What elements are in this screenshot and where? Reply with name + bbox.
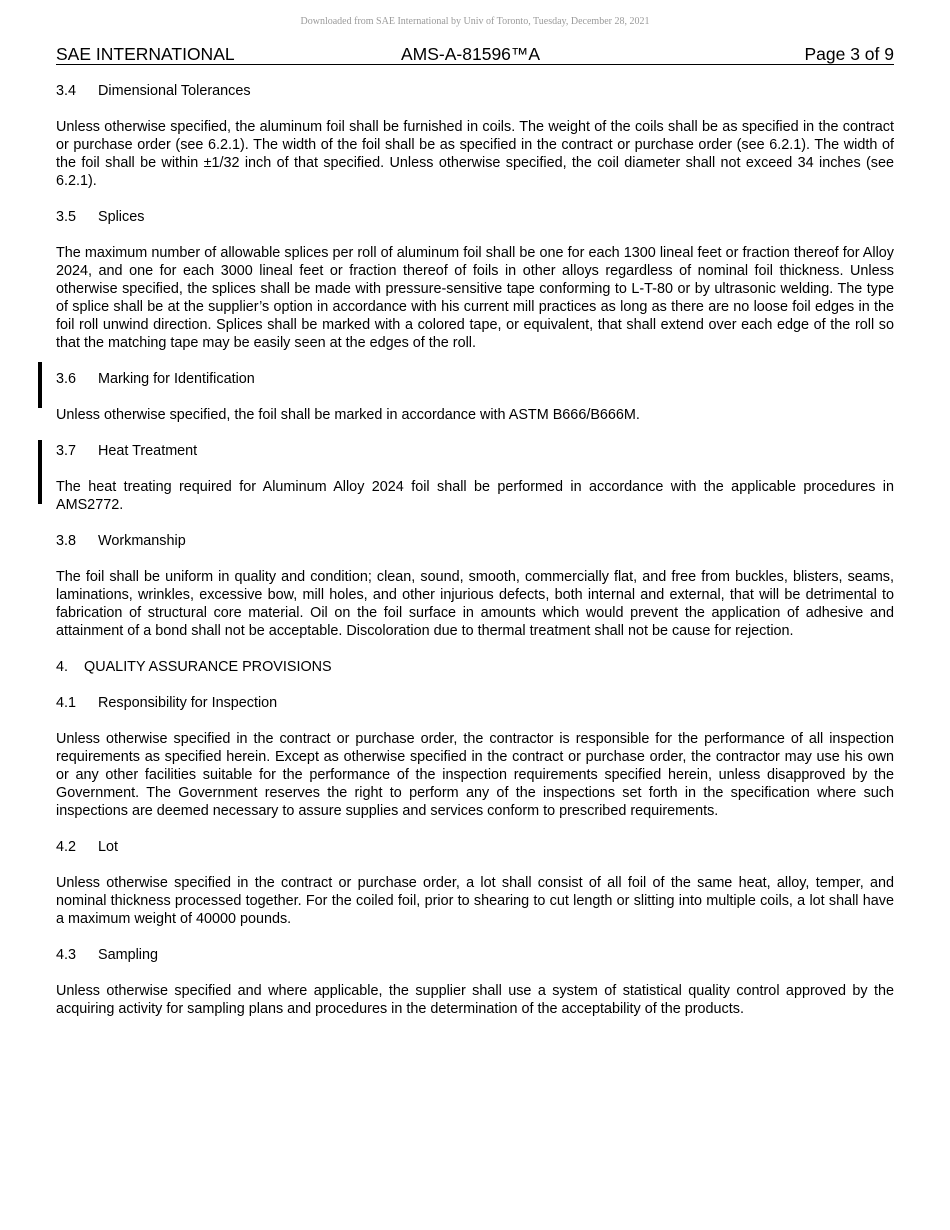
section-title: Splices: [98, 209, 145, 225]
section-heading-4-3: [56, 946, 894, 964]
change-bar: [38, 362, 42, 408]
section-text-4-1: Unless otherwise specified in the contract or purchase order, the contractor is responsible for the performance of all inspection requirements as specified herein. Except as otherwise specified in the contract or purchase order, the contractor may use his own or any other facilities suitable for the performance of the inspection requirements specified herein, unless disapproved by the Government. The Government reserves the right to perform any of the inspections set forth in the specification where such inspections are deemed necessary to assure supplies and services conform to prescribed requirements.: [56, 731, 894, 819]
header-org: SAE INTERNATIONAL: [56, 44, 235, 64]
section-text-4-3: Unless otherwise specified and where applicable, the supplier shall use a system of statistical quality control approved by the acquiring activity for sampling plans and procedures in the determination of the acceptability of the products.: [56, 983, 894, 1017]
section-number: 3.6: [56, 371, 77, 387]
download-watermark: Downloaded from SAE International by Univ of Toronto, Tuesday, December 28, 2021: [300, 16, 650, 27]
section-text-3-7: The heat treating required for Aluminum Alloy 2024 foil shall be performed in accordance with the applicable procedures in AMS2772.: [56, 479, 894, 513]
section-text-4-2: Unless otherwise specified in the contract or purchase order, a lot shall consist of all foil of the same heat, alloy, temper, and nominal thickness processed together. For the coiled foil, prior to shearing to cut length or slitting into multiple coils, a lot shall have a maximum weight of 40000 pounds.: [56, 875, 894, 927]
section-title: Sampling: [98, 947, 158, 963]
section-heading-3-8: [56, 532, 894, 550]
section-number: 4.2: [56, 839, 77, 855]
section-text-3-5: The maximum number of allowable splices per roll of aluminum foil shall be one for each 1300 lineal feet or fraction thereof for Alloy 2024, and one for each 3000 lineal feet or fraction thereof of foils in other alloys regardless of nominal foil thickness. Unless otherwise specified, the splices shall be made with pressure-sensitive tape conforming to L-T-80 or by ultrasonic welding. The type of splice shall be at the supplier’s option in accordance with his current mill practices as long as there are no loose foil edges in the foil roll unwind direction. Splices shall be marked with a colored tape, or equivalent, that shall extend over each edge of the roll so that the matching tape may be easily seen at the edges of the roll.: [56, 245, 894, 351]
section-text-3-6: Unless otherwise specified, the foil shall be marked in accordance with ASTM B666/B666M.: [56, 407, 640, 423]
change-bar: [38, 440, 42, 504]
section-text-3-8: The foil shall be uniform in quality and condition; clean, sound, smooth, commercially flat, and free from buckles, blisters, seams, laminations, wrinkles, excessive bow, mill holes, and other injurious defects, both internal and external, that will be detrimental to fabrication of structural core material. Oil on the foil surface in amounts which would prevent the application of adhesive and attainment of a bond shall not be acceptable. Discoloration due to thermal treatment shall not be cause for rejection.: [56, 569, 894, 639]
section-title: Dimensional Tolerances: [98, 83, 251, 99]
section-heading-4: [56, 658, 894, 676]
section-title: QUALITY ASSURANCE PROVISIONS: [84, 659, 332, 675]
section-title: Workmanship: [98, 533, 186, 549]
section-number: 4.3: [56, 947, 77, 963]
section-title: Lot: [98, 839, 119, 855]
section-heading-3-4: [56, 82, 894, 100]
section-number: 3.8: [56, 533, 77, 549]
section-number: 3.5: [56, 209, 77, 225]
page-header: [56, 44, 894, 65]
section-number: 3.4: [56, 83, 77, 99]
section-text-3-4: Unless otherwise specified, the aluminum foil shall be furnished in coils. The weight of the coils shall be as specified in the contract or purchase order (see 6.2.1). The width of the foil shall be as specified in the contract or purchase order (see 6.2.1). The width of the foil shall be within ±1/32 inch of that specified. Unless otherwise specified, the coil diameter shall not exceed 34 inches (see 6.2.1).: [56, 119, 894, 189]
section-number: 3.7: [56, 443, 77, 459]
header-doc-id: AMS-A-81596™A: [401, 44, 541, 64]
section-title: Marking for Identification: [98, 371, 255, 387]
section-heading-3-7: [56, 442, 894, 460]
section-number: 4.1: [56, 695, 77, 711]
section-heading-4-1: [56, 694, 894, 712]
section-title: Responsibility for Inspection: [98, 695, 278, 711]
section-heading-4-2: [56, 838, 894, 856]
section-number: 4.: [56, 659, 69, 675]
section-heading-3-5: [56, 208, 894, 226]
section-title: Heat Treatment: [98, 443, 198, 459]
header-page-number: Page 3 of 9: [804, 44, 894, 64]
section-heading-3-6: [56, 370, 894, 388]
document-body: [56, 82, 894, 1036]
